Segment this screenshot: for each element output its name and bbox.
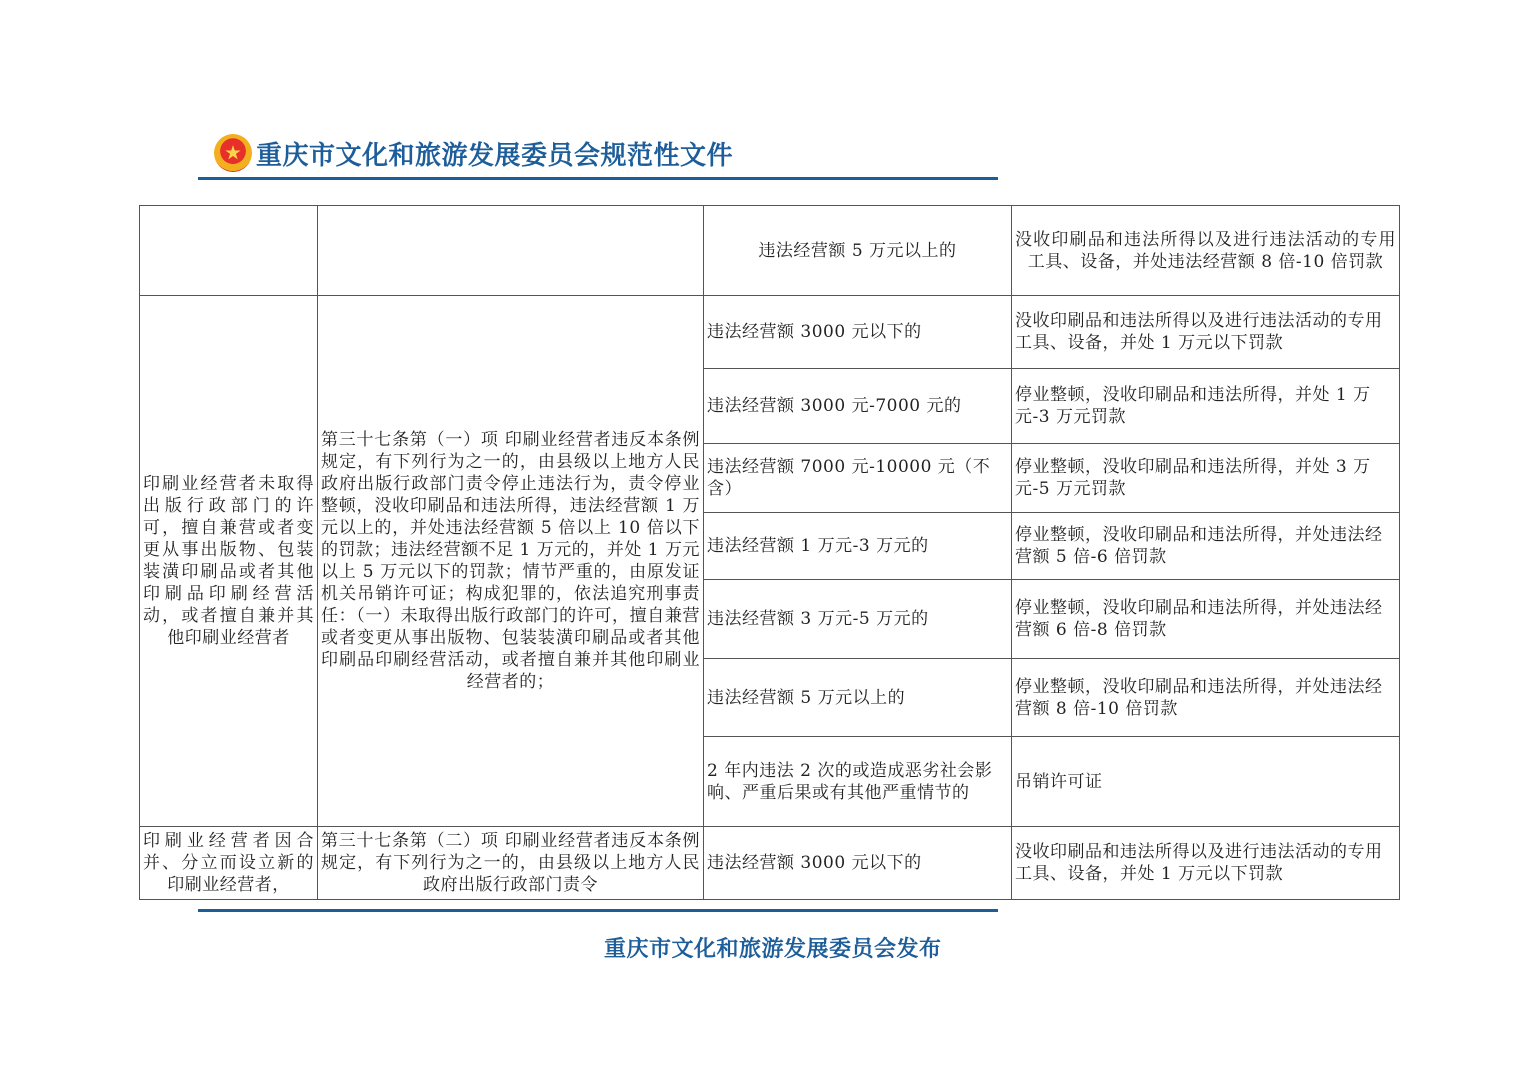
penalty-cell: 停业整顿，没收印刷品和违法所得，并处违法经营额 6 倍-8 倍罚款: [1012, 580, 1400, 659]
circumstance-cell: 违法经营额 7000 元-10000 元（不含）: [704, 444, 1012, 513]
footer-rule: [198, 909, 998, 912]
penalty-cell: 吊销许可证: [1012, 737, 1400, 827]
circumstance-cell: 违法经营额 5 万元以上的: [704, 206, 1012, 296]
penalty-table: [139, 205, 1400, 900]
basis-cell: [318, 206, 704, 296]
subject-cell: 印刷业经营者未取得出版行政部门的许可，擅自兼营或者变更从事出版物、包装装潢印刷品或者其他印刷品印刷经营活动，或者擅自兼并其他印刷业经营者: [140, 296, 318, 827]
document-header: [214, 130, 733, 176]
subject-cell: 印刷业经营者因合并、分立而设立新的印刷业经营者，: [140, 827, 318, 900]
penalty-cell: 停业整顿，没收印刷品和违法所得，并处违法经营额 5 倍-6 倍罚款: [1012, 513, 1400, 580]
footer-title: 重庆市文化和旅游发展委员会发布: [604, 937, 942, 962]
header-title: 重庆市文化和旅游发展委员会规范性文件: [256, 140, 734, 171]
basis-cell: 第三十七条第（一）项 印刷业经营者违反本条例规定，有下列行为之一的，由县级以上地方人民政府出版行政部门责令停止违法行为，责令停业整顿，没收印刷品和违法所得，违法经营额 1 万元以上的，并处违法经营额 5 倍以上 10 倍以下的罚款；违法经营额不足 1 万元的，并处 1 万元以上 5 万元以下的罚款；情节严重的，由原发证机关吊销许可证；构成犯罪的，依法追究刑事责任：（一）未取得出版行政部门的许可，擅自兼营或者变更从事出版物、包装装潢印刷品或者其他印刷品印刷经营活动，或者擅自兼并其他印刷业经营者的；: [318, 296, 704, 827]
circumstance-cell: 违法经营额 3000 元以下的: [704, 827, 1012, 900]
header-rule: [198, 177, 998, 180]
basis-cell: 第三十七条第（二）项 印刷业经营者违反本条例规定，有下列行为之一的，由县级以上地方人民政府出版行政部门责令: [318, 827, 704, 900]
penalty-cell: 没收印刷品和违法所得以及进行违法活动的专用工具、设备，并处违法经营额 8 倍-10 倍罚款: [1012, 206, 1400, 296]
penalty-cell: 停业整顿，没收印刷品和违法所得，并处 3 万元-5 万元罚款: [1012, 444, 1400, 513]
penalty-cell: 停业整顿，没收印刷品和违法所得，并处 1 万元-3 万元罚款: [1012, 369, 1400, 444]
circumstance-cell: 违法经营额 3000 元以下的: [704, 296, 1012, 369]
national-emblem-icon: [214, 134, 252, 172]
circumstance-cell: 违法经营额 3000 元-7000 元的: [704, 369, 1012, 444]
circumstance-cell: 违法经营额 3 万元-5 万元的: [704, 580, 1012, 659]
circumstance-cell: 违法经营额 1 万元-3 万元的: [704, 513, 1012, 580]
table-row: [140, 206, 1400, 296]
circumstance-cell: 2 年内违法 2 次的或造成恶劣社会影响、严重后果或有其他严重情节的: [704, 737, 1012, 827]
subject-cell: [140, 206, 318, 296]
circumstance-cell: 违法经营额 5 万元以上的: [704, 659, 1012, 737]
penalty-cell: 没收印刷品和违法所得以及进行违法活动的专用工具、设备，并处 1 万元以下罚款: [1012, 827, 1400, 900]
penalty-cell: 没收印刷品和违法所得以及进行违法活动的专用工具、设备，并处 1 万元以下罚款: [1012, 296, 1400, 369]
penalty-cell: 停业整顿，没收印刷品和违法所得，并处违法经营额 8 倍-10 倍罚款: [1012, 659, 1400, 737]
table-row: [140, 827, 1400, 900]
table-row: [140, 296, 1400, 369]
